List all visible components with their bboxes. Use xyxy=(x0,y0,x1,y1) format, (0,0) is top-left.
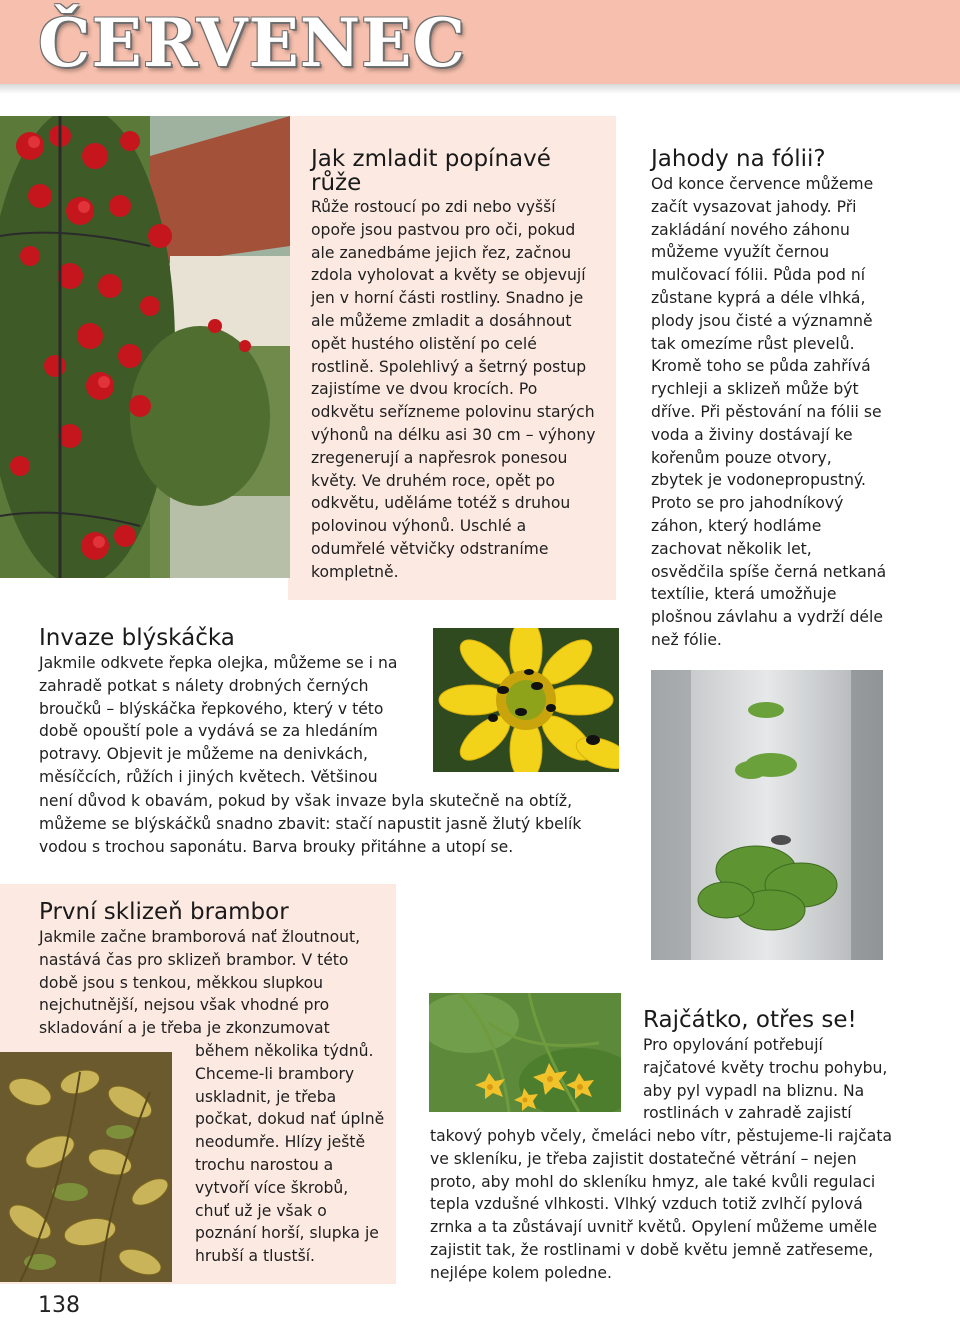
photo-strawberries-foil xyxy=(651,670,883,960)
photo-climbing-roses xyxy=(0,116,290,578)
strawberries-title: Jahody na fólii? xyxy=(651,146,826,172)
tomato-title: Rajčátko, otřes se! xyxy=(643,1007,857,1033)
roses-body: Růže rostoucí po zdi nebo vyšší opoře jsou pastvou pro oči, pokud ale zanedbáme jejich řez, začnou zdola vyholovat a květy se objevují jen v horní části rostliny. Snadno je ale můžeme zmladit a dosáhnout opět hustého olistění po celé rostlině. Spolehlivý a šetrný postup zajistíme ve dvou krocích. Po odkvětu seřízneme polovinu starých výhonů na délku asi 30 cm – výhony zregenerují a napřesrok ponesou květy. Ve druhém roce, opět po odkvětu, uděláme totéž s druhou polovinou výhonů. Uschlé a odumřelé větvičky odstraníme kompletně. xyxy=(311,198,596,581)
header-shadow xyxy=(0,84,960,94)
page-number: 138 xyxy=(38,1293,80,1318)
potatoes-body-top: Jakmile začne bramborová nať žloutnout, nastává čas pro sklizeň brambor. V této době jsou s tenkou, měkkou slupkou nejchutnější, nejsou však vhodné pro skladování a je třeba je zkonzumovat xyxy=(39,928,361,1038)
potatoes-body-bottom: během několika týdnů. Chceme-li brambory uskladnit, je třeba počkat, dokud nať úplně neodumře. Hlízy ještě trochu narostou a vytvoří více škrobů, chuť už je však o poznání horší, slupka je hrubší a tlustší. xyxy=(195,1042,385,1266)
tomato-body-bottom: takový pohyb včely, čmeláci nebo vítr, pěstujeme-li rajčata ve skleníku, je třeba zajistit dostatečné větrání – nejen proto, aby mohl do skleníku hmyz, ale také kvůli regulaci tepla vzdušné vlhkosti. Vlhký vzduch totiž zvlhčí pylová zrnka a ta zůstávají uvnitř květů. Opylení můžeme uměle zajistit tak, že rostlinami v době květu jemně zatřeseme, nejlépe kolem poledne. xyxy=(430,1127,893,1282)
beetles-body-top: Jakmile odkvete řepka olejka, můžeme se i na zahradě potkat s nálety drobných černých broučků – blýskáčka řepkového, který v této době opouští pole a vydává se za hledáním potravy. Objevit je můžeme na denivkách, měsíčcích, růžích i jiných květech. Většinou xyxy=(39,654,398,786)
tomato-body-top: Pro opylování potřebují rajčatové květy trochu pohybu, aby pyl vypadl na bliznu. Na rostlinách v zahradě zajistí xyxy=(643,1036,888,1123)
photo-pollen-beetles xyxy=(433,628,619,772)
photo-tomato-flowers xyxy=(429,993,621,1112)
strawberries-body: Od konce července můžeme začít vysazovat jahody. Při zakládání nového záhonu můžeme využít černou mulčovací fólii. Půda pod ní zůstane kyprá a déle vlhká, plody jsou čisté a významně tak omezíme růst plevelů. Kromě toho se půda zahřívá rychleji a sklizeň může být dříve. Při pěstování na fólii se voda a živiny dostávají ke kořenům pouze otvory, zbytek je vodonepropustný. Proto se pro jahodníkový záhon, který hodláme zachovat několik let, osvědčila spíše černá netkaná textílie, která umožňuje plošnou závlahu a vydrží déle než fólie. xyxy=(651,175,887,649)
beetles-title: Invaze blýskáčka xyxy=(39,625,235,651)
potatoes-title: První sklizeň brambor xyxy=(39,899,289,925)
roses-title: Jak zmladit popínavé růže xyxy=(311,146,551,196)
photo-potato-foliage xyxy=(0,1052,172,1282)
beetles-body-bottom: není důvod k obavám, pokud by však invaze byla skutečně na obtíž, můžeme se blýskáčků snadno zbavit: stačí napustit jasně žlutý kbelík vodou s trochou saponátu. Barva brouky přitáhne a utopí se. xyxy=(39,792,582,856)
page-title: ČERVENEC xyxy=(38,4,467,82)
